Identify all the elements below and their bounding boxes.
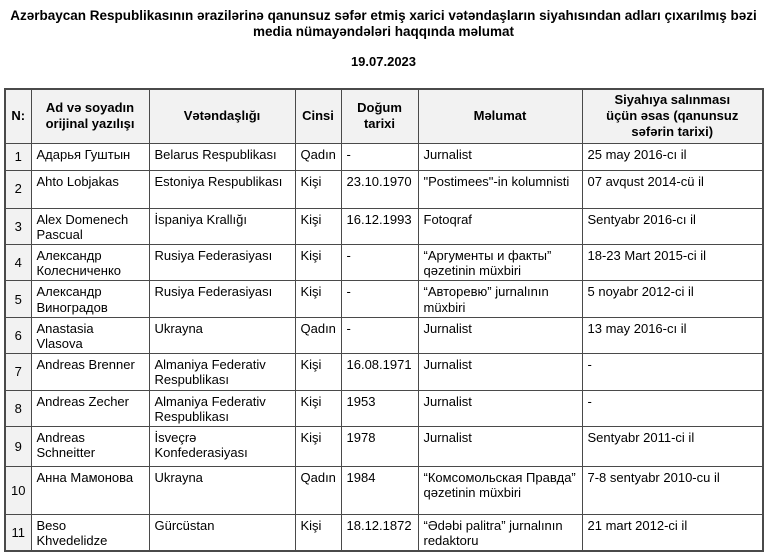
cell-citizenship: Almaniya Federativ Respublikası: [149, 390, 295, 426]
cell-listing-basis: -: [582, 390, 763, 426]
table-body: [5, 143, 763, 551]
cell-listing-basis: Sentyabr 2016-cı il: [582, 208, 763, 244]
cell-citizenship: Rusiya Federasiyası: [149, 281, 295, 317]
cell-listing-basis: 18-23 Mart 2015-ci il: [582, 245, 763, 281]
cell-info: Fotoqraf: [418, 208, 582, 244]
column-header-citizenship: Vətəndaşlığı: [149, 89, 295, 143]
cell-listing-basis: Sentyabr 2011-ci il: [582, 427, 763, 467]
cell-gender: Kişi: [295, 427, 341, 467]
cell-birth-date: 1953: [341, 390, 418, 426]
table-row: [5, 208, 763, 244]
cell-listing-basis: -: [582, 354, 763, 390]
cell-citizenship: Belarus Respublikası: [149, 143, 295, 170]
cell-gender: Kişi: [295, 515, 341, 552]
table-row: [5, 281, 763, 317]
cell-info: “Комсомольская Правда” qəzetinin müxbiri: [418, 467, 582, 515]
cell-number: 9: [5, 427, 31, 467]
table-row: [5, 427, 763, 467]
cell-citizenship: Gürcüstan: [149, 515, 295, 552]
document-title: Azərbaycan Respublikasının ərazilərinə qanunsuz səfər etmiş xarici vətəndaşların siyahısından adları çıxarılmış bəzi media nümayəndələri haqqında məlumat: [10, 8, 757, 39]
cell-name: Andreas Schneitter: [31, 427, 149, 467]
cell-citizenship: Ukrayna: [149, 317, 295, 353]
cell-birth-date: -: [341, 245, 418, 281]
cell-number: 5: [5, 281, 31, 317]
cell-info: “Авторевю” jurnalının müxbiri: [418, 281, 582, 317]
cell-birth-date: -: [341, 317, 418, 353]
cell-birth-date: 23.10.1970: [341, 170, 418, 208]
cell-gender: Qadın: [295, 143, 341, 170]
cell-birth-date: 16.08.1971: [341, 354, 418, 390]
column-header-info: Məlumat: [418, 89, 582, 143]
cell-listing-basis: 25 may 2016-cı il: [582, 143, 763, 170]
table-row: [5, 317, 763, 353]
cell-birth-date: 18.12.1872: [341, 515, 418, 552]
cell-name: Анна Мамонова: [31, 467, 149, 515]
media-representatives-table: [4, 88, 764, 552]
cell-gender: Qadın: [295, 317, 341, 353]
cell-gender: Kişi: [295, 390, 341, 426]
cell-gender: Kişi: [295, 208, 341, 244]
cell-citizenship: İsveçrə Konfederasiyası: [149, 427, 295, 467]
cell-name: Alex Domenech Pascual: [31, 208, 149, 244]
cell-number: 2: [5, 170, 31, 208]
table-header-row: [5, 89, 763, 143]
cell-citizenship: Estoniya Respublikası: [149, 170, 295, 208]
cell-citizenship: Ukrayna: [149, 467, 295, 515]
table-row: [5, 354, 763, 390]
cell-number: 8: [5, 390, 31, 426]
cell-gender: Kişi: [295, 281, 341, 317]
cell-listing-basis: 7-8 sentyabr 2010-cu il: [582, 467, 763, 515]
cell-name: Beso Khvedelidze: [31, 515, 149, 552]
cell-name: Andreas Brenner: [31, 354, 149, 390]
cell-number: 10: [5, 467, 31, 515]
table-header: [5, 89, 763, 143]
table-row: [5, 467, 763, 515]
cell-gender: Kişi: [295, 354, 341, 390]
cell-info: "Postimees"-in kolumnisti: [418, 170, 582, 208]
column-header-gender: Cinsi: [295, 89, 341, 143]
cell-gender: Kişi: [295, 170, 341, 208]
cell-info: Jurnalist: [418, 317, 582, 353]
cell-birth-date: 1978: [341, 427, 418, 467]
cell-citizenship: Rusiya Federasiyası: [149, 245, 295, 281]
cell-number: 6: [5, 317, 31, 353]
cell-birth-date: -: [341, 143, 418, 170]
cell-name: Адарья Гуштын: [31, 143, 149, 170]
cell-number: 3: [5, 208, 31, 244]
cell-gender: Kişi: [295, 245, 341, 281]
cell-info: “Аргументы и факты” qəzetinin müxbiri: [418, 245, 582, 281]
cell-name: Ahto Lobjakas: [31, 170, 149, 208]
cell-info: Jurnalist: [418, 390, 582, 426]
document-date: 19.07.2023: [350, 53, 417, 69]
cell-name: Andreas Zecher: [31, 390, 149, 426]
cell-birth-date: 16.12.1993: [341, 208, 418, 244]
cell-info: Jurnalist: [418, 354, 582, 390]
cell-birth-date: -: [341, 281, 418, 317]
cell-number: 1: [5, 143, 31, 170]
cell-number: 7: [5, 354, 31, 390]
cell-info: Jurnalist: [418, 143, 582, 170]
cell-info: “Ədəbi palitra” jurnalının redaktoru: [418, 515, 582, 552]
table-row: [5, 390, 763, 426]
cell-citizenship: Almaniya Federativ Respublikası: [149, 354, 295, 390]
table-row: [5, 143, 763, 170]
cell-citizenship: İspaniya Krallığı: [149, 208, 295, 244]
cell-info: Jurnalist: [418, 427, 582, 467]
cell-birth-date: 1984: [341, 467, 418, 515]
cell-listing-basis: 13 may 2016-cı il: [582, 317, 763, 353]
cell-name: Александр Колесниченко: [31, 245, 149, 281]
cell-listing-basis: 5 noyabr 2012-ci il: [582, 281, 763, 317]
column-header-name: Ad və soyadın orijinal yazılışı: [31, 89, 149, 143]
table-row: [5, 515, 763, 552]
cell-listing-basis: 07 avqust 2014-cü il: [582, 170, 763, 208]
column-header-birth-date: Doğum tarixi: [341, 89, 418, 143]
cell-number: 4: [5, 245, 31, 281]
cell-listing-basis: 21 mart 2012-ci il: [582, 515, 763, 552]
cell-name: Александр Виноградов: [31, 281, 149, 317]
cell-gender: Qadın: [295, 467, 341, 515]
column-header-number: N:: [5, 89, 31, 143]
column-header-listing-basis: Siyahıya salınması üçün əsas (qanunsuz səfərin tarixi): [582, 89, 763, 143]
cell-number: 11: [5, 515, 31, 552]
cell-name: Anastasia Vlasova: [31, 317, 149, 353]
table-row: [5, 245, 763, 281]
table-row: [5, 170, 763, 208]
